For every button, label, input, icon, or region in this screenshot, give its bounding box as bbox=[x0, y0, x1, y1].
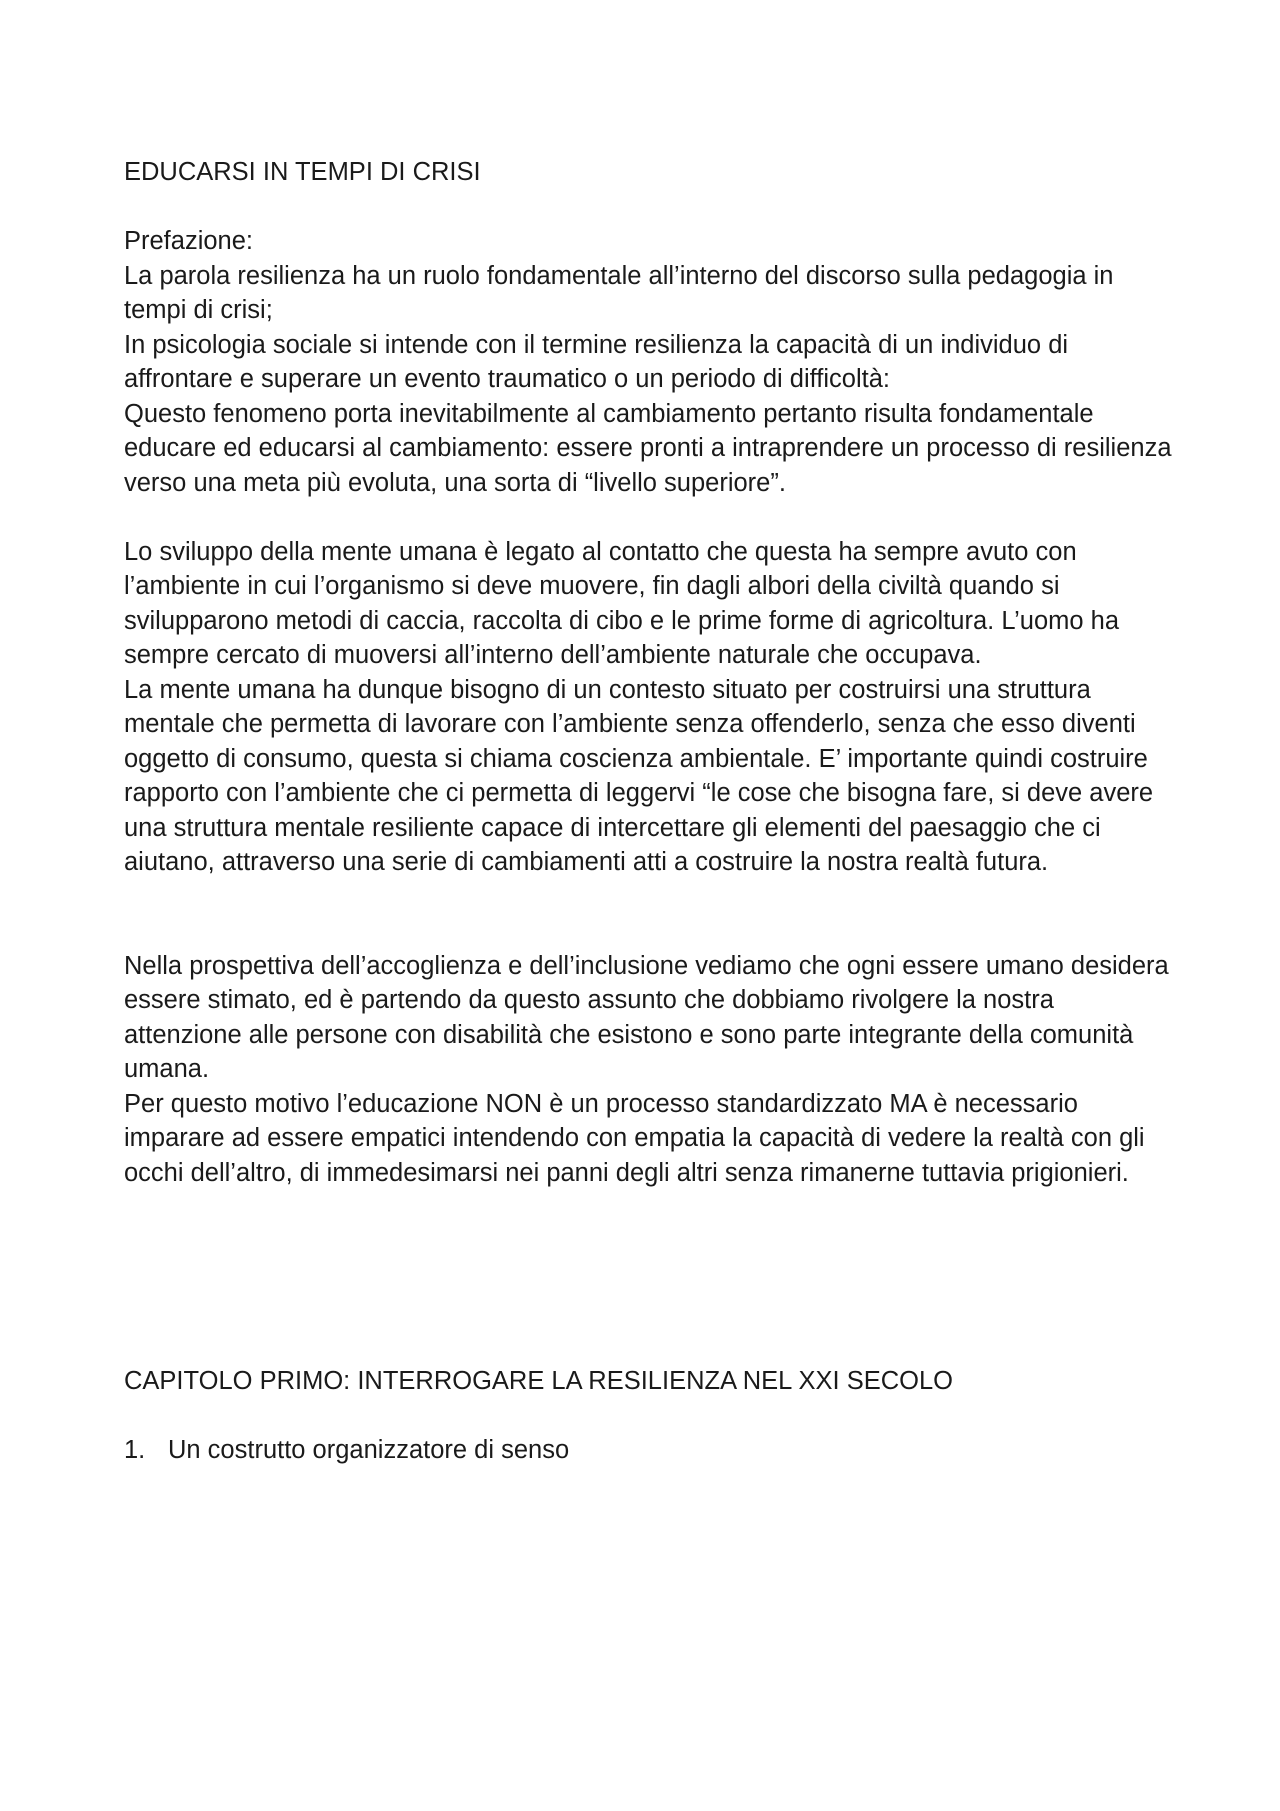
spacer bbox=[124, 190, 1174, 225]
list-item bbox=[124, 1433, 1174, 1468]
paragraph: Per questo motivo l’educazione NON è un processo standardizzato MA è necessario imparare ad essere empatici intendendo con empatia la capacità di vedere la realtà con gli occhi dell’altro, di immedesimarsi nei panni degli altri senza rimanerne tuttavia prigionieri. bbox=[124, 1089, 1145, 1187]
spacer bbox=[124, 1190, 1174, 1364]
chapter-title: CAPITOLO PRIMO: INTERROGARE LA RESILIENZA NEL XXI SECOLO bbox=[124, 1367, 953, 1395]
spacer bbox=[124, 880, 1174, 949]
paragraph: Nella prospettiva dell’accoglienza e dell’inclusione vediamo che ogni essere umano desidera essere stimato, ed è partendo da questo assunto che dobbiamo rivolgere la nostra attenzione alle persone con disabilità che esistono e sono parte integrante della comunità umana. bbox=[124, 951, 1169, 1083]
paragraph: Questo fenomeno porta inevitabilmente al cambiamento pertanto risulta fondamentale educare ed educarsi al cambiamento: essere pronti a intraprendere un processo di resilienza verso una meta più evoluta, una sorta di “livello superiore”. bbox=[124, 399, 1172, 497]
preface-label: Prefazione: bbox=[124, 227, 253, 255]
paragraph: La parola resilienza ha un ruolo fondamentale all’interno del discorso sulla pedagogia in tempi di crisi; bbox=[124, 261, 1114, 324]
spacer bbox=[124, 500, 1174, 535]
paragraph: In psicologia sociale si intende con il termine resilienza la capacità di un individuo di affrontare e superare un evento traumatico o un periodo di difficoltà: bbox=[124, 330, 1069, 393]
spacer bbox=[124, 1399, 1174, 1434]
document-title: EDUCARSI IN TEMPI DI CRISI bbox=[124, 158, 481, 186]
list-item-number: 1. bbox=[124, 1436, 146, 1464]
paragraph: Lo sviluppo della mente umana è legato al contatto che questa ha sempre avuto con l’ambiente in cui l’organismo si deve muovere, fin dagli albori della civiltà quando si svilupparono metodi di caccia, raccolta di cibo e le prime forme di agricoltura. L’uomo ha sempre cercato di muoversi all’interno dell’ambiente naturale che occupava. bbox=[124, 537, 1119, 669]
list-item-text: Un costrutto organizzatore di senso bbox=[168, 1436, 570, 1464]
paragraph: La mente umana ha dunque bisogno di un contesto situato per costruirsi una struttura mentale che permetta di lavorare con l’ambiente senza offenderlo, senza che esso diventi oggetto di consumo, questa si chiama coscienza ambientale. E’ importante quindi costruire rapporto con l’ambiente che ci permetta di leggervi “le cose che bisogna fare, si deve avere una struttura mentale resiliente capace di intercettare gli elementi del paesaggio che ci aiutano, attraverso una serie di cambiamenti atti a costruire la nostra realtà futura. bbox=[124, 675, 1154, 876]
document-page bbox=[124, 155, 1174, 1468]
